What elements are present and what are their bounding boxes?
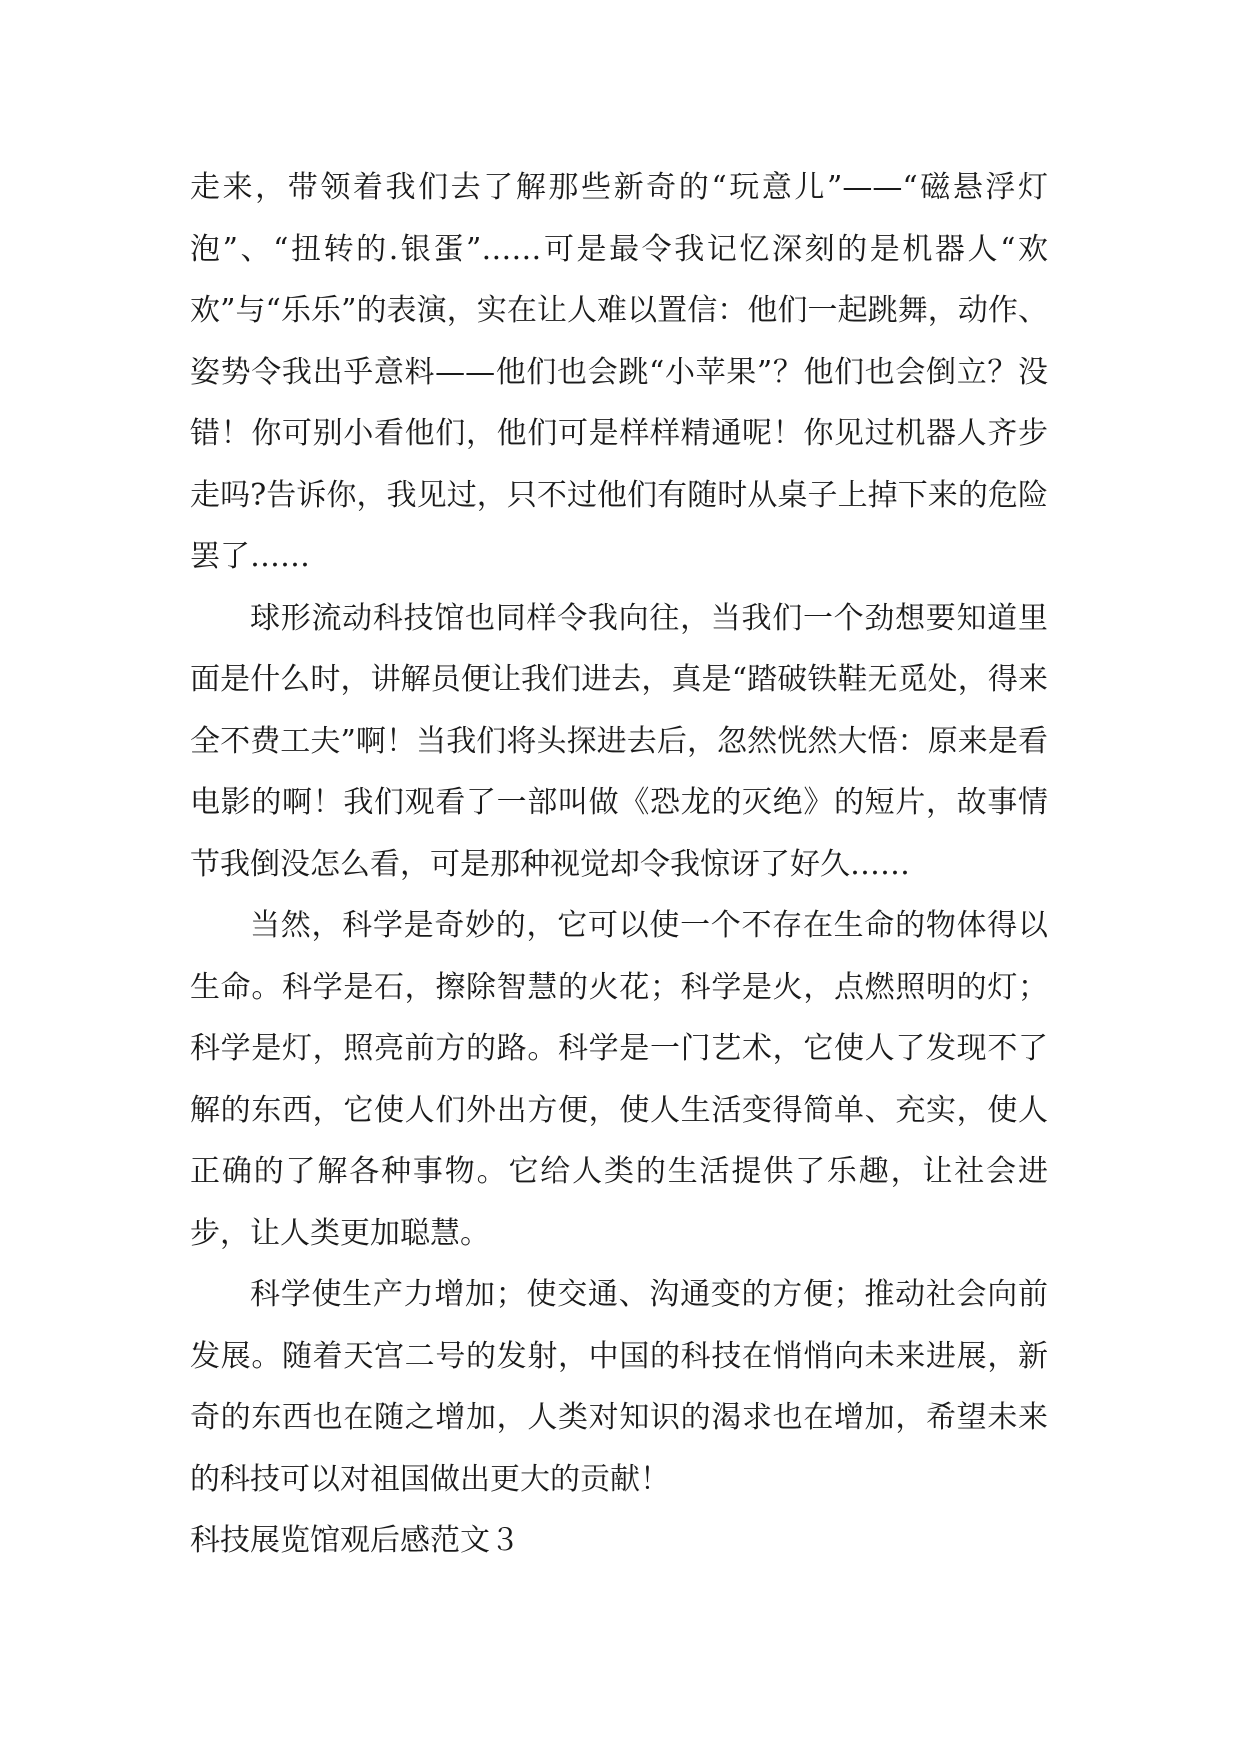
paragraph-4: 科学使生产力增加；使交通、沟通变的方便；推动社会向前发展。随着天宫二号的发射，中国的科技在悄悄向未来进展，新奇的东西也在随之增加，人类对知识的渴求也在增加，希望未来的科技可以对祖国做出更大的贡献！ [190, 1277, 1048, 1497]
paragraph-1: 走来，带领着我们去了解那些新奇的“玩意儿”——“磁悬浮灯泡”、“扭转的.银蛋”……可是最令我记忆深刻的是机器人“欢欢”与“乐乐”的表演，实在让人难以置信：他们一起跳舞，动作、姿势令我出乎意料——他们也会跳“小苹果”？他们也会倒立？没错！你可别小看他们，他们可是样样精通呢！你见过机器人齐步走吗?告诉你，我见过，只不过他们有随时从桌子上掉下来的危险罢了…… [190, 170, 1048, 574]
paragraph-3: 当然，科学是奇妙的，它可以使一个不存在生命的物体得以生命。科学是石，擦除智慧的火花；科学是火，点燃照明的灯；科学是灯，照亮前方的路。科学是一门艺术，它使人了发现不了解的东西，它使人们外出方便，使人生活变得简单、充实，使人正确的了解各种事物。它给人类的生活提供了乐趣，让社会进步，让人类更加聪慧。 [190, 908, 1048, 1251]
document-body [190, 157, 1048, 1572]
section-heading: 科技展览馆观后感范文３ [190, 1523, 520, 1558]
paragraph-2: 球形流动科技馆也同样令我向往，当我们一个劲想要知道里面是什么时，讲解员便让我们进去，真是“踏破铁鞋无觅处，得来全不费工夫”啊！当我们将头探进去后，忽然恍然大悟：原来是看电影的啊！我们观看了一部叫做《恐龙的灭绝》的短片，故事情节我倒没怎么看，可是那种视觉却令我惊讶了好久…… [190, 600, 1048, 882]
